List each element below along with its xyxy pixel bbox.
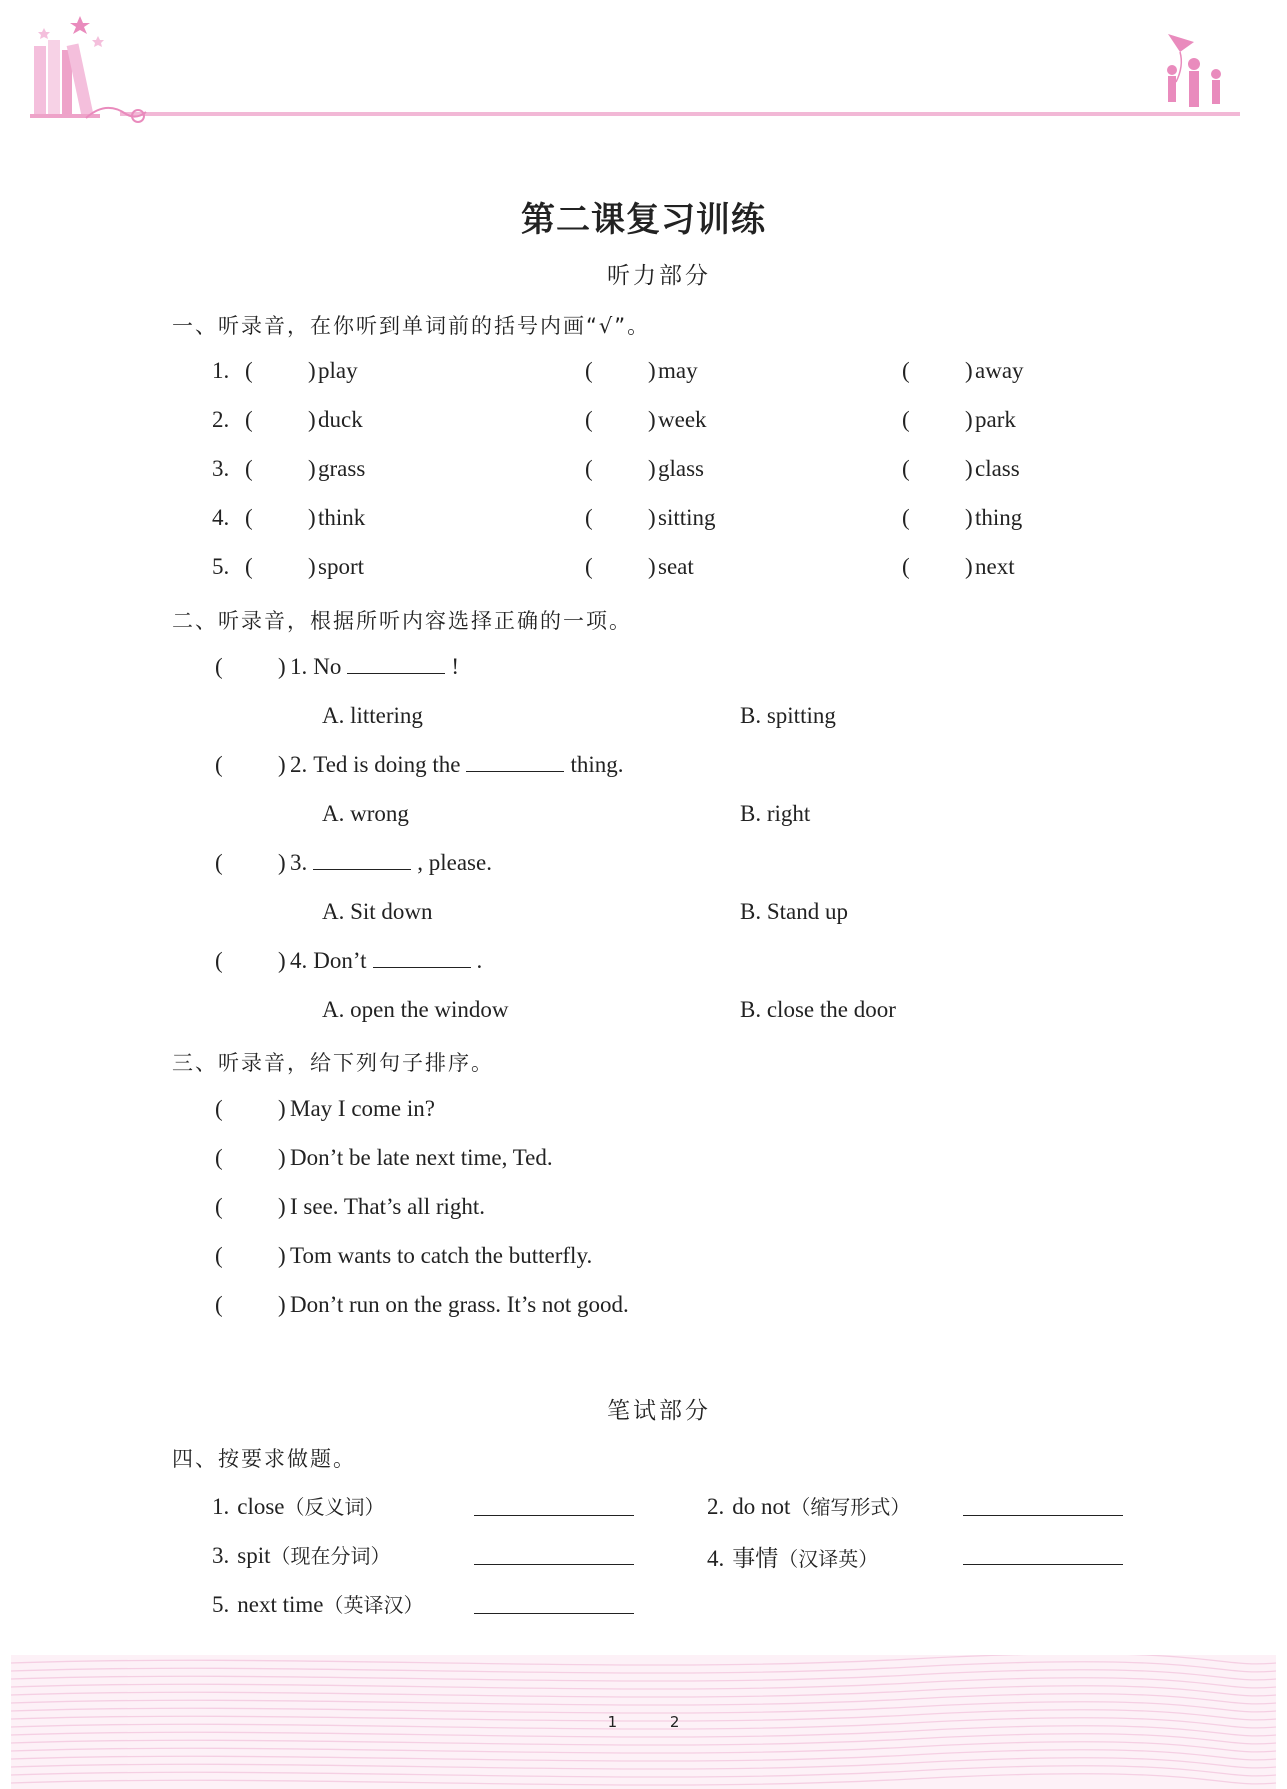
option-b[interactable]: B. spitting — [740, 703, 836, 728]
exercise-number: 5. — [212, 1592, 230, 1617]
row-number: 3. — [212, 456, 230, 481]
answer-blank[interactable] — [474, 1495, 634, 1516]
word-option: glass — [658, 456, 704, 481]
sentence-text: I see. That’s all right. — [290, 1194, 486, 1219]
word-option: duck — [318, 407, 363, 432]
word-option: thing — [975, 505, 1023, 530]
part2-heading: 二、听录音，根据所听内容选择正确的一项。 — [172, 609, 632, 633]
exercise-hint: （英译汉） — [323, 1593, 424, 1617]
answer-parentheses[interactable]: ( — [585, 407, 593, 432]
option-a[interactable]: A. wrong — [322, 801, 409, 826]
row-number: 5. — [212, 554, 230, 579]
exercise-hint: （反义词） — [284, 1495, 385, 1519]
exercise-word: 事情 — [732, 1546, 779, 1571]
answer-parentheses[interactable]: ( — [902, 407, 910, 432]
answer-parentheses[interactable]: ( — [902, 456, 910, 481]
exercise-number: 2. — [707, 1494, 725, 1519]
option-a[interactable]: A. littering — [322, 703, 423, 728]
exercise-prompt — [707, 1491, 910, 1520]
answer-parentheses[interactable]: ( — [215, 850, 223, 875]
question-text-after: , please. — [417, 850, 492, 875]
word-option: class — [975, 456, 1020, 481]
answer-blank[interactable] — [963, 1544, 1123, 1565]
answer-parentheses-close: ) — [278, 1292, 286, 1317]
answer-parentheses[interactable]: ( — [215, 1243, 223, 1268]
answer-parentheses[interactable]: ( — [902, 554, 910, 579]
answer-parentheses-close: ) — [648, 554, 656, 579]
answer-blank[interactable] — [474, 1593, 634, 1614]
answer-blank[interactable] — [466, 753, 564, 772]
answer-parentheses-close: ) — [278, 1194, 286, 1219]
part1-heading: 一、听录音，在你听到单词前的括号内画“√”。 — [172, 314, 651, 338]
answer-parentheses[interactable]: ( — [215, 1145, 223, 1170]
answer-parentheses-close: ) — [648, 456, 656, 481]
answer-parentheses-close: ) — [965, 358, 973, 383]
answer-parentheses-close: ) — [278, 1145, 286, 1170]
word-option: think — [318, 505, 366, 530]
answer-parentheses-close: ) — [278, 752, 286, 777]
question-text-after: ! — [451, 654, 460, 679]
answer-parentheses-close: ) — [965, 554, 973, 579]
answer-parentheses[interactable]: ( — [585, 554, 593, 579]
word-option: sport — [318, 554, 364, 579]
page-title: 第二课复习训练 — [521, 200, 766, 240]
answer-blank[interactable] — [313, 851, 411, 870]
answer-parentheses-close: ) — [965, 407, 973, 432]
exercise-word: next time — [237, 1592, 324, 1617]
listening-section-title: 听力部分 — [607, 263, 711, 289]
answer-parentheses[interactable]: ( — [245, 456, 253, 481]
answer-parentheses-close: ) — [965, 505, 973, 530]
option-a[interactable]: A. Sit down — [322, 899, 433, 924]
header-divider — [120, 112, 1240, 116]
exercise-word: close — [237, 1494, 285, 1519]
books-decoration-icon — [26, 14, 156, 134]
answer-parentheses-close: ) — [278, 1096, 286, 1121]
answer-parentheses[interactable]: ( — [585, 456, 593, 481]
exercise-word: spit — [237, 1543, 271, 1568]
question-stem — [290, 752, 624, 778]
answer-parentheses[interactable]: ( — [215, 1096, 223, 1121]
answer-blank[interactable] — [347, 655, 445, 674]
answer-parentheses[interactable]: ( — [215, 948, 223, 973]
writing-section-title: 笔试部分 — [607, 1398, 711, 1424]
answer-parentheses[interactable]: ( — [585, 358, 593, 383]
option-b[interactable]: B. close the door — [740, 997, 896, 1022]
answer-parentheses-close: ) — [278, 654, 286, 679]
row-number: 1. — [212, 358, 230, 383]
option-a[interactable]: A. open the window — [322, 997, 509, 1022]
sentence-text: Don’t run on the grass. It’s not good. — [290, 1292, 629, 1317]
sentence-text: Don’t be late next time, Ted. — [290, 1145, 553, 1170]
answer-parentheses[interactable]: ( — [215, 752, 223, 777]
answer-parentheses-close: ) — [308, 505, 316, 530]
part4-heading: 四、按要求做题。 — [172, 1447, 356, 1471]
sentence-text: May I come in? — [290, 1096, 435, 1121]
answer-parentheses-close: ) — [648, 505, 656, 530]
question-text-before: No — [313, 654, 342, 679]
answer-parentheses-close: ) — [308, 358, 316, 383]
answer-parentheses[interactable]: ( — [215, 1292, 223, 1317]
row-number: 2. — [212, 407, 230, 432]
exercise-prompt — [212, 1491, 385, 1520]
word-option: may — [658, 358, 698, 383]
exercise-word: do not — [732, 1494, 791, 1519]
answer-parentheses-close: ) — [308, 554, 316, 579]
answer-parentheses-close: ) — [278, 948, 286, 973]
question-text-after: . — [476, 948, 483, 973]
question-number: 1. — [290, 654, 308, 679]
answer-parentheses-close: ) — [308, 456, 316, 481]
part3-heading: 三、听录音，给下列句子排序。 — [172, 1051, 494, 1075]
word-option: seat — [658, 554, 694, 579]
exercise-prompt — [212, 1540, 390, 1569]
answer-parentheses-close: ) — [278, 850, 286, 875]
exercise-hint: （现在分词） — [270, 1544, 391, 1568]
answer-parentheses[interactable]: ( — [215, 1194, 223, 1219]
question-stem — [290, 654, 459, 680]
question-number: 3. — [290, 850, 308, 875]
question-text-before: Ted is doing the — [313, 752, 461, 777]
question-text-before: Don’t — [313, 948, 367, 973]
word-option: next — [975, 554, 1015, 579]
word-option: grass — [318, 456, 366, 481]
question-stem — [290, 850, 492, 876]
answer-parentheses[interactable]: ( — [902, 505, 910, 530]
word-option: away — [975, 358, 1024, 383]
answer-parentheses[interactable]: ( — [215, 654, 223, 679]
answer-parentheses-close: ) — [965, 456, 973, 481]
answer-parentheses-close: ) — [648, 358, 656, 383]
answer-blank[interactable] — [373, 949, 471, 968]
word-option: week — [658, 407, 707, 432]
exercise-hint: （缩写形式） — [790, 1495, 911, 1519]
sentence-text: Tom wants to catch the butterfly. — [290, 1243, 593, 1268]
word-option: park — [975, 407, 1016, 432]
answer-blank[interactable] — [474, 1544, 634, 1565]
row-number: 4. — [212, 505, 230, 530]
answer-parentheses-close: ) — [308, 407, 316, 432]
exercise-prompt — [707, 1540, 878, 1573]
exercise-hint: （汉译英） — [778, 1547, 879, 1571]
answer-blank[interactable] — [963, 1495, 1123, 1516]
answer-parentheses-close: ) — [278, 1243, 286, 1268]
answer-parentheses[interactable]: ( — [585, 505, 593, 530]
option-b[interactable]: B. right — [740, 801, 811, 826]
kids-flying-kite-icon — [1158, 34, 1238, 120]
exercise-number: 1. — [212, 1494, 230, 1519]
answer-parentheses-close: ) — [648, 407, 656, 432]
answer-parentheses[interactable]: ( — [245, 407, 253, 432]
exercise-prompt — [212, 1589, 423, 1618]
answer-parentheses[interactable]: ( — [245, 358, 253, 383]
word-option: sitting — [658, 505, 716, 530]
question-stem — [290, 948, 482, 974]
question-text-after: thing. — [570, 752, 624, 777]
answer-parentheses[interactable]: ( — [902, 358, 910, 383]
answer-parentheses[interactable]: ( — [245, 505, 253, 530]
question-number: 4. — [290, 948, 308, 973]
page-numbers: 1 2 — [607, 1713, 680, 1731]
exercise-number: 4. — [707, 1546, 725, 1571]
question-number: 2. — [290, 752, 308, 777]
option-b[interactable]: B. Stand up — [740, 899, 848, 924]
answer-parentheses[interactable]: ( — [245, 554, 253, 579]
word-option: play — [318, 358, 358, 383]
exercise-number: 3. — [212, 1543, 230, 1568]
